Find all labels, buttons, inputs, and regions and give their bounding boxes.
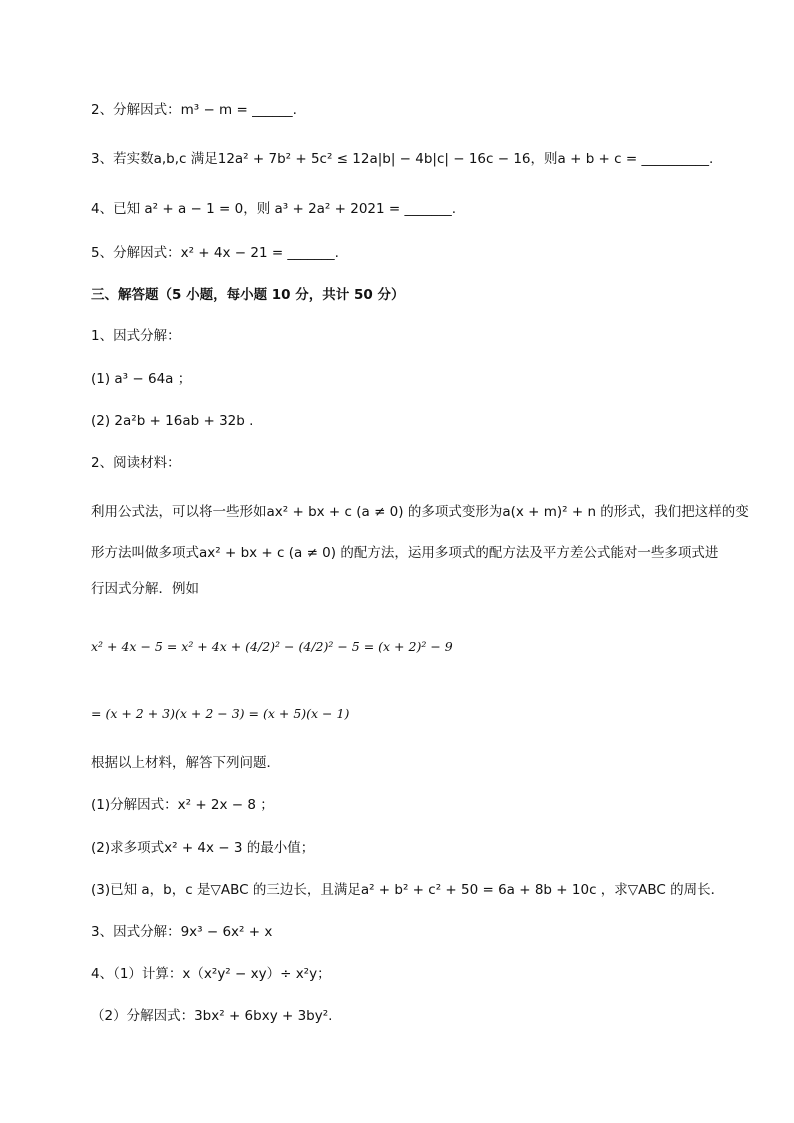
question-3-2-instruction: 根据以上材料，解答下列问题． <box>91 755 280 771</box>
example-equation-2: = (x + 2 + 3)(x + 2 − 3) = (x + 5)(x − 1) <box>91 706 350 721</box>
question-3-2-sub-1: (1)分解因式：x² + 2x − 8 ； <box>91 797 274 813</box>
reading-material-paragraph-3: 行因式分解．例如 <box>91 581 199 597</box>
section-3-heading: 三、解答题（5 小题，每小题 10 分，共计 50 分） <box>91 287 405 303</box>
question-3-4-part-1: 4、（1）计算：x（x²y² − xy）÷ x²y； <box>91 966 331 982</box>
question-3-2-sub-3: (3)已知 a，b，c 是▽ABC 的三边长，且满足a² + b² + c² + 50 = 6a + 8b + 10c ，求▽ABC 的周长． <box>91 882 725 898</box>
question-3-4-part-2: （2）分解因式：3bx² + 6bxy + 3by². <box>91 1008 333 1024</box>
question-3-3: 3、因式分解：9x³ − 6x² + x <box>91 924 273 940</box>
question-2-3: 3、若实数a,b,c 满足12a² + 7b² + 5c² ≤ 12a|b| − 4b|c| − 16c − 16，则a + b + c = __________. <box>91 151 714 167</box>
reading-material-paragraph-2: 形方法叫做多项式ax² + bx + c (a ≠ 0) 的配方法，运用多项式的配方法及平方差公式能对一些多项式进 <box>91 545 719 561</box>
question-2-4: 4、已知 a² + a − 1 = 0，则 a³ + 2a² + 2021 = _______. <box>91 201 457 217</box>
question-3-2-sub-2: (2)求多项式x² + 4x − 3 的最小值； <box>91 840 315 856</box>
question-3-1-part-2: (2) 2a²b + 16ab + 32b . <box>91 413 254 429</box>
reading-material-paragraph-1: 利用公式法，可以将一些形如ax² + bx + c (a ≠ 0) 的多项式变形为a(x + m)² + n 的形式，我们把这样的变 <box>91 504 749 520</box>
question-2-5: 5、分解因式：x² + 4x − 21 = _______. <box>91 245 339 261</box>
question-2-2: 2、分解因式：m³ − m = ______. <box>91 102 297 118</box>
question-3-1: 1、因式分解： <box>91 328 181 344</box>
question-3-2: 2、阅读材料： <box>91 455 181 471</box>
question-3-1-part-1: (1) a³ − 64a ； <box>91 371 192 387</box>
example-equation-1: x² + 4x − 5 = x² + 4x + (4/2)² − (4/2)² − 5 = (x + 2)² − 9 <box>91 639 453 654</box>
